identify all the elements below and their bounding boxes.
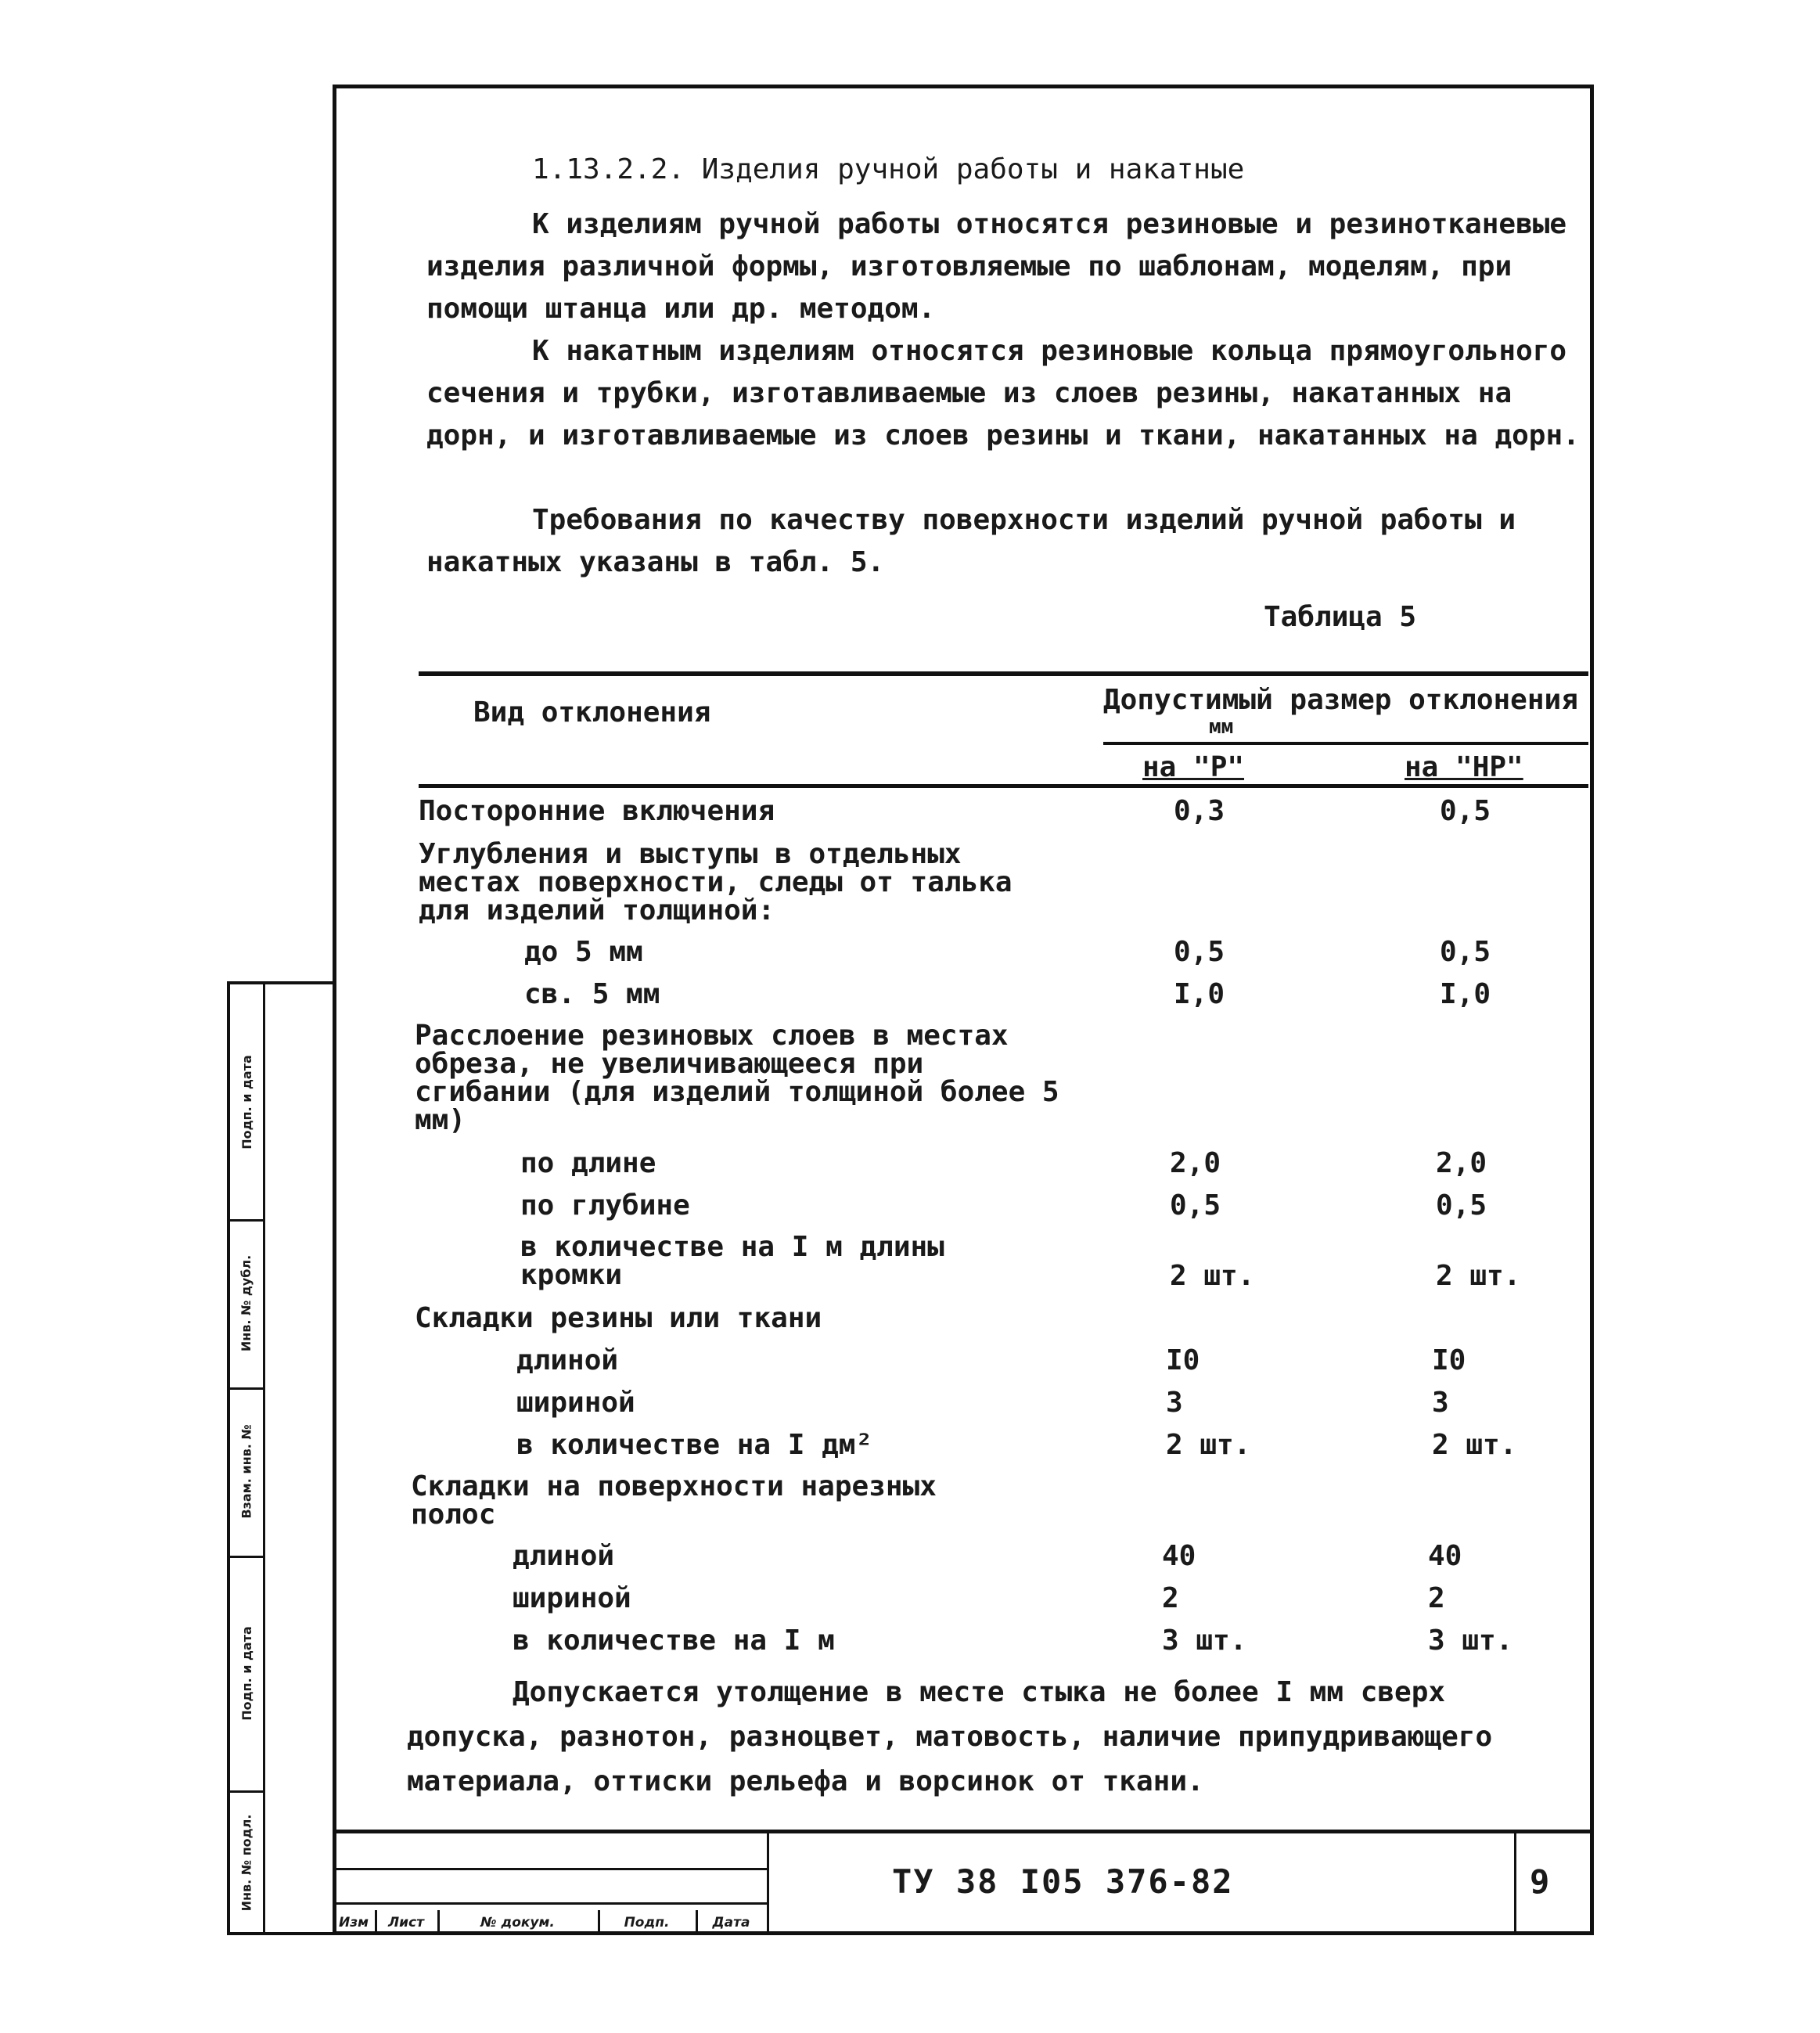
stamp-cell-replace-inv: Взам. инв. № xyxy=(230,1387,263,1558)
paragraph-requirements: Требования по качеству поверхности изделий ручной работы и накатных указаны в табл. 5. xyxy=(426,504,1516,578)
section-heading: 1.13.2.2. Изделия ручной работы и накатные xyxy=(532,153,1245,185)
row-value-p: 0,5 xyxy=(1170,1189,1221,1222)
row-value-p: I,0 xyxy=(1174,978,1225,1010)
column-header-allowed: Допустимый размер отклонения xyxy=(1103,684,1578,716)
row-value-np: 3 xyxy=(1432,1387,1449,1419)
row-label: Складки резины или ткани xyxy=(415,1302,822,1334)
row-value-np: 3 шт. xyxy=(1428,1625,1513,1657)
row-label: Углубления и выступы в отдельных местах поверхности, следы от талька для изделий толщиной: xyxy=(419,838,1013,927)
tb-label-doc-no: № докум. xyxy=(437,1910,600,1935)
side-stamp xyxy=(227,981,333,1935)
row-value-np: 40 xyxy=(1428,1540,1462,1572)
stamp-divider xyxy=(263,984,265,1932)
row-value-p: 0,5 xyxy=(1174,936,1225,968)
tb-label-change: Изм xyxy=(333,1910,377,1935)
row-label: в количестве на I дм² xyxy=(516,1429,873,1461)
row-value-np: I0 xyxy=(1432,1344,1466,1376)
row-label: в количестве на I м xyxy=(513,1625,835,1657)
row-label: до 5 мм xyxy=(524,936,643,968)
row-label: в количестве на I м длины кромки xyxy=(520,1231,944,1291)
row-label: по длине xyxy=(520,1147,656,1179)
row-label: длиной xyxy=(516,1344,619,1376)
row-value-np: 2 xyxy=(1428,1582,1445,1614)
column-header-kind: Вид отклонения xyxy=(473,696,711,729)
row-value-p: 2 xyxy=(1162,1582,1179,1614)
row-value-p: 2,0 xyxy=(1170,1147,1221,1179)
row-label: Расслоение резиновых слоев в местах обреза, не увеличивающееся при сгибании (для изделий толщиной более 5 мм) xyxy=(415,1020,1059,1136)
row-label: длиной xyxy=(513,1540,615,1572)
row-value-p: I0 xyxy=(1166,1344,1200,1376)
row-value-np: 2 шт. xyxy=(1436,1260,1521,1292)
row-label: шириной xyxy=(513,1582,631,1614)
footer-note: Допускается утолщение в месте стыка не более I мм сверх допуска, разнотон, разноцвет, матовость, наличие припудривающего материала, оттиски рельефа и ворсинок от ткани. xyxy=(407,1676,1493,1797)
row-label: шириной xyxy=(516,1387,635,1419)
table-header-rule xyxy=(419,784,1588,788)
stamp-cell-sign-date-2: Подп. и дата xyxy=(230,1556,263,1793)
tb-label-date: Дата xyxy=(696,1910,769,1935)
row-value-p: 2 шт. xyxy=(1166,1429,1251,1461)
row-label: по глубине xyxy=(520,1189,690,1222)
row-value-np: I,0 xyxy=(1440,978,1491,1010)
row-value-np: 2 шт. xyxy=(1432,1429,1517,1461)
column-header-p: на "Р" xyxy=(1142,751,1245,783)
table-caption: Таблица 5 xyxy=(1264,601,1417,633)
tb-row-line xyxy=(333,1902,767,1905)
row-value-p: 0,3 xyxy=(1174,795,1225,827)
table-top-rule xyxy=(419,671,1588,676)
tb-label-sheet: Лист xyxy=(375,1910,440,1935)
stamp-cell-orig-inv: Инв. № подл. xyxy=(239,1814,254,1912)
paragraph-hand-made: К изделиям ручной работы относятся резиновые и резинотканевые изделия различной формы, изготовляемые по шаблонам, моделям, при помощи штанца или др. методом. xyxy=(426,208,1567,325)
row-value-p: 3 шт. xyxy=(1162,1625,1247,1657)
row-label: св. 5 мм xyxy=(524,978,660,1010)
column-header-np: на "НР" xyxy=(1405,751,1523,783)
row-label: Складки на поверхности нарезных полос xyxy=(411,1470,937,1531)
tb-divider xyxy=(1514,1833,1516,1935)
tb-label-sign: Подп. xyxy=(598,1910,698,1935)
sheet-number: 9 xyxy=(1530,1862,1550,1901)
row-value-np: 0,5 xyxy=(1440,936,1491,968)
row-value-np: 2,0 xyxy=(1436,1147,1487,1179)
stamp-cell-sign-date-1: Подп. и дата xyxy=(230,984,263,1222)
row-value-p: 2 шт. xyxy=(1170,1260,1255,1292)
row-value-np: 0,5 xyxy=(1436,1189,1487,1222)
row-label: Посторонние включения xyxy=(419,795,775,827)
table-subheader-rule xyxy=(1103,742,1588,745)
row-value-p: 3 xyxy=(1166,1387,1183,1419)
row-value-np: 0,5 xyxy=(1440,795,1491,827)
paragraph-rolled: К накатным изделиям относятся резиновые кольца прямоугольного сечения и трубки, изготавливаемые из слоев резины, накатанных на дорн, и изготавливаемые из слоев резины и ткани, накатанных на дорн. xyxy=(426,335,1580,452)
document-code: ТУ 38 I05 376-82 xyxy=(892,1862,1234,1901)
row-value-p: 40 xyxy=(1162,1540,1196,1572)
column-header-unit: мм xyxy=(1209,715,1234,739)
tb-row-line xyxy=(333,1868,767,1870)
stamp-cell-dup-inv: Инв. № дубл. xyxy=(230,1219,263,1390)
